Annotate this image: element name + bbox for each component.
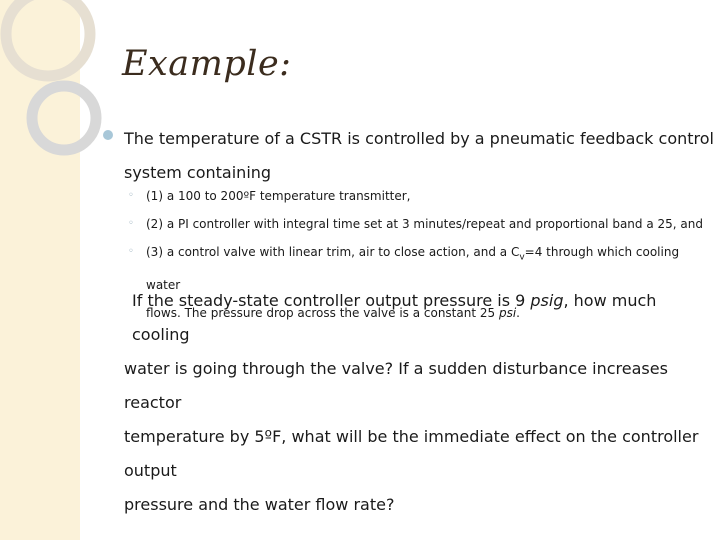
- main-bullet-text: [124, 122, 714, 190]
- sub-bullet-text: (2) a PI controller with integral time set at 3 minutes/repeat and proportional band a 25, and: [146, 217, 703, 231]
- deco-ring-lower: [32, 86, 96, 150]
- ring-bullet-icon: ◦: [128, 190, 134, 201]
- question-paragraph: [124, 284, 714, 522]
- psig-unit: psig: [530, 291, 564, 310]
- main-bullet-dot: [103, 130, 113, 140]
- cv-subscript: v: [519, 252, 525, 263]
- sub-bullet-item-2: [126, 210, 716, 238]
- question-line-1-pre: If the steady-state controller output pressure is 9: [132, 291, 531, 310]
- ring-bullet-icon: ◦: [128, 218, 134, 229]
- sub-bullet-text: (1) a 100 to 200ºF temperature transmitter,: [146, 189, 411, 203]
- slide-title: Example:: [122, 44, 292, 84]
- sub-bullet-text-suffix: =4 through which cooling water: [146, 245, 680, 293]
- deco-ring-upper: [6, 0, 90, 76]
- question-line-2: water is going through the valve? If a sudden disturbance increases reactor: [124, 359, 668, 412]
- psi-unit: psi: [498, 306, 517, 321]
- sub-bullet-text-prefix: (3) a control valve with linear trim, air to close action, and a C: [146, 245, 520, 259]
- main-bullet-line-1: The temperature of a CSTR is controlled by a pneumatic feedback control: [124, 129, 714, 148]
- question-line-4: pressure and the water flow rate?: [124, 495, 395, 514]
- question-line-3: temperature by 5ºF, what will be the immediate effect on the controller output: [124, 427, 699, 480]
- main-bullet-line-2: system containing: [124, 163, 272, 182]
- decorative-rings: [0, 0, 130, 200]
- continuation-text: flows. The pressure drop across the valve is a constant 25: [146, 306, 499, 321]
- ring-bullet-icon: ◦: [128, 246, 134, 257]
- question-line-1-post: , how much cooling: [132, 291, 657, 344]
- continuation-end: .: [516, 306, 520, 321]
- question-line-1: [124, 284, 714, 352]
- sub-bullet-item-1: [126, 182, 716, 210]
